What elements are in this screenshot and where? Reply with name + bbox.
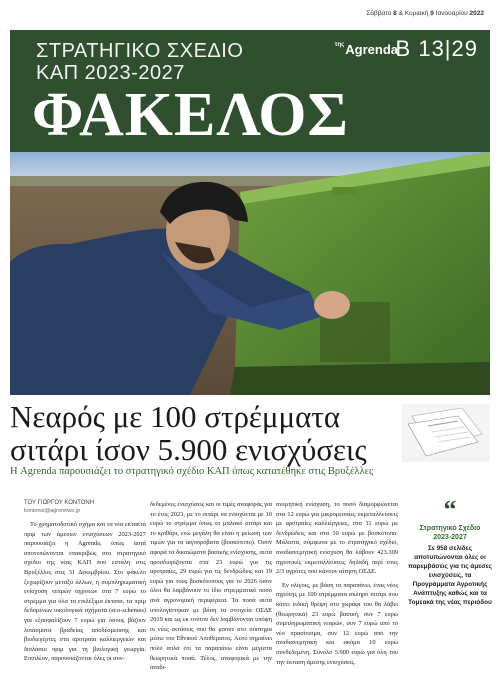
brand-logo <box>335 42 398 57</box>
section-banner <box>10 30 490 152</box>
article-column-2 <box>150 500 272 677</box>
lead-photo <box>10 152 490 395</box>
date-amp: & <box>398 10 403 17</box>
byline-email: kontonis@agronews.gr <box>24 508 81 514</box>
column-paragraph: ανεμητική ενίσχυση, το ποσό διαμορφώνεται στα 12 ευρώ για μικρομεσαίες εκμεταλλεύσεις με αροτραίες καλλιέργειες, στα 11 ευρώ με δενδρώδεις και στα 10 ευρώ με βοσκότοπα. Μάλιστα, σύμφωνα με το στρατηγικό σχέδιο, αναδιανεμητική ενίσχυση θα λάβουν 423.309 αγροτικές εκμεταλλεύσεις δηλαδή περί τους 2/3 αγρότες που κάνουν αίτηση ΟΣΔΕ. <box>276 501 398 576</box>
sidebar-text: Σε 958 σελίδες αποτυπώνονται όλες οι παρεμβάσεις για τις άμεσες ενισχύσεις, τα Προγράμματα Αγροτικής Ανάπτυξης καθώς και τα Τομεακά της νέας περιόδου <box>408 545 493 606</box>
page-numbers: B 13|29 <box>395 36 478 61</box>
column-paragraph: δεδεμένες ενισχύσεις και οι τιμές αναφοράς για το έτος 2023, με το σιτάρι να ενισχύεται με 10 ευρώ το στρέμμα όπως το μαλακό σιτάρι και το κριθάρι, ενώ μεγάλη θα είναι η μείωση των τιμών για τα αιγοπρόβατα (βοσκότοπο). Όσον αφορά τα δικαιώματα βασικής ενίσχυσης, αυτά προσδιορίζονται στα 23 ευρώ για τις αροτραίες, 29 ευρώ για τις δενδρώδεις και 19 ευρώ για τους βοσκότοπους για το 2026 όσον όλοι θα λαμβάνουν το ίδιο στρεμματικό ποσό ανά αγρονομική περιφέρεια. Τα ποσά αυτά υπολογίστηκαν με βάση τα στοιχεία ΟΣΔΕ 2019 και ως εκ τούτου δεν λαμβάνονται υπόψη οι νέες εκτάσεις που θα μπουν στο σύστημα μέσω του Εθνικού Αποθέματος. Αυτό σημαίνει πολύ απλά ότι τα παραπάνω είναι μέγιστα θεωρητικά ποσά. Τέλος, αναφορικά με την αναδι- <box>150 501 272 672</box>
date-year: 2022 <box>469 10 484 17</box>
date-day1: Σάββατο <box>366 10 392 17</box>
section-title: ΦΑΚΕΛΟΣ <box>32 81 349 149</box>
column-paragraph: Εν ολίγοις, με βάση τα παραπάνω, ένας νέος αγρότης με 100 στρέμματα σκληρό σιτάρι που κάνει ειδική θρέψη στο χωράφι του θα λάβει (θεωρητικά) 23 ευρώ βασική, συν 7 ευρώ συμπληρωματική νεαρών, συν 7 ευρώ από το νέο πρασίνισμα, συν 12 ευρώ από την αναδιανεμητική και ακόμα 10 ευρώ συνδεδεμένη. Σύνολο 5.900 ευρώ για όλη του την έκταση άμεσης ενισχύσεις. <box>276 581 398 666</box>
article-column-3 <box>276 500 398 671</box>
dateline <box>366 10 484 17</box>
date-day1-num: 8 <box>393 10 397 17</box>
date-day2-num: 9 <box>430 10 434 17</box>
brand-prefix: της <box>334 42 345 48</box>
plan-title-line2: ΚΑΠ 2023-2027 <box>36 62 185 84</box>
plan-title-line1: ΣΤΡΑΤΗΓΙΚΟ ΣΧΕΔΙΟ <box>36 40 244 62</box>
date-month: Ιανουαρίου <box>435 10 468 17</box>
quote-mark-icon: “ <box>443 495 457 524</box>
document-pages-icon <box>402 404 490 462</box>
headline <box>10 400 400 466</box>
strategic-plan-document-image <box>402 404 490 462</box>
farmer-photo-illustration <box>10 152 490 395</box>
byline: ΤΟΥ ΓΙΩΡΓΟΥ ΚΟΝΤΟΝΗ <box>24 500 95 506</box>
brand-name: Agrenda <box>345 42 398 57</box>
sidebar-title <box>408 524 492 542</box>
column-paragraph: Το χρηματοδοτικό σχήμα και τα νέα εκτακτά πριμ των άμεσων ενισχύσεων 2023-2027 παρουσιάζει η Agrenda, όπως αυτά αποτυπώνονται επακριβώς στο στρατηγικό σχέδιο της νέας ΚΑΠ που εστάλη στις Βρυξέλλες στις 31 Δεκεμβρίου. Στο φάκελο ξεχωρίζουν μεταξύ άλλων, η συμπληρωματική ενίσχυση νεαρών αγροτών στα 7 ευρώ το στρέμμα για όλα τα επιλέξιμα έκτατα, τα πριμ δεδομένων οικολογικά σχήματα (eco-schemes) για εξασφαλίζουν 7 ευρώ για όσους βάζουν λιπάσματα βραδείας αποδέσμευσης και βιοδιεγέρτες στα αροτραία καλλιεργειών και διπλάσιο πριμ για τη βιολογική γεωργία. Επιπλέον, παρουσιάζονται όλες οι συν- <box>24 521 146 663</box>
sidebar-title-line2: 2023-2027 <box>433 534 467 541</box>
sidebar-title-line1: Στρατηγικό Σχέδιο <box>419 525 481 532</box>
article-column-1 <box>24 520 146 668</box>
headline-line1: Νεαρός με 100 στρέμματα <box>10 399 341 434</box>
sidebar-quote <box>408 495 493 607</box>
date-day2: Κυριακή <box>404 10 429 17</box>
headline-line2: σιτάρι ίσον 5.900 ενισχύσεις <box>10 432 367 467</box>
subheadline: Η Agrenda παρουσιάζει το στρατηγικό σχέδιο ΚΑΠ όπως κατατέθηκε στις Βρυξέλλες <box>10 466 374 477</box>
